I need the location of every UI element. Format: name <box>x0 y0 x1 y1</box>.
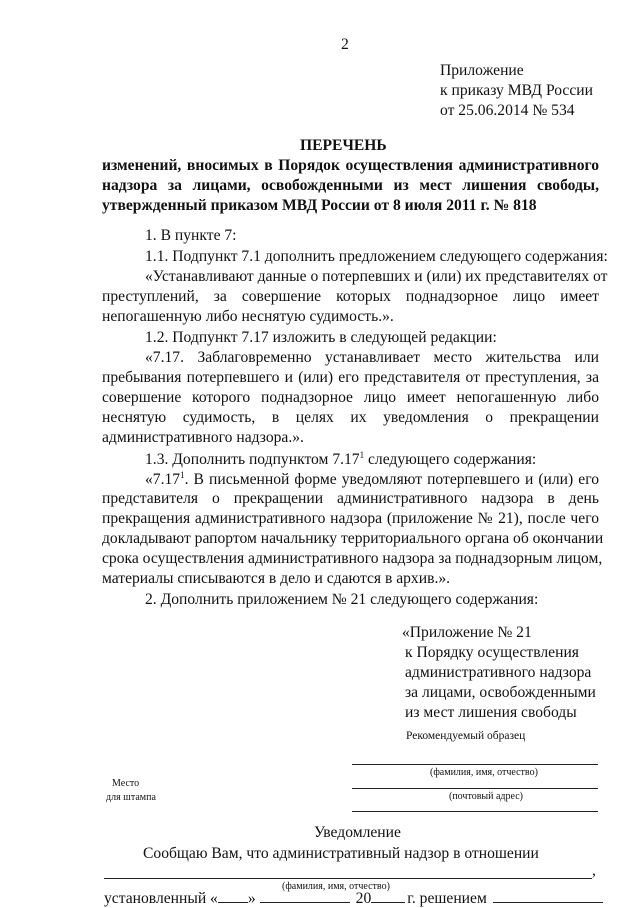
recipient-name-line <box>352 764 598 765</box>
subject-name-comma: , <box>592 862 596 879</box>
recipient-name-caption: (фамилия, имя, отчество) <box>430 767 538 778</box>
annex-line-5: из мест лишения свободы <box>405 704 577 721</box>
annex-line-3: административного надзора <box>405 664 592 681</box>
quote-3-line-2: представителя о прекращении административного надзора в день <box>102 490 599 507</box>
quote-3-superscript: 1 <box>180 470 185 480</box>
appendix-line-3: от 25.06.2014 № 534 <box>440 102 575 119</box>
quote-3-line-5: срока осуществления административного надзора за поднадзорным лицом, <box>102 550 603 567</box>
quote-3-line-3: прекращения административного надзора (приложение № 21), после чего <box>102 510 599 527</box>
established-label: установленный « <box>104 890 218 907</box>
annex-line-4: за лицами, освобожденными <box>405 684 596 701</box>
paragraph-1-3-superscript: 1 <box>359 450 365 460</box>
quote-2-line-3: совершение которого поднадзорное лицо имеет непогашенную либо <box>102 389 599 406</box>
day-blank <box>218 888 248 903</box>
subtitle-line-2: надзора за лицами, освобожденными из мест лишения свободы, <box>102 177 599 194</box>
quote-close: » <box>247 890 256 907</box>
page-number: 2 <box>341 36 349 53</box>
subtitle-line-1: изменений, вносимых в Порядок осуществления административного <box>102 157 599 174</box>
paragraph-1-3 <box>145 450 536 469</box>
quote-2-line-5: административного надзора.». <box>102 429 304 446</box>
stamp-place-line-2: для штампа <box>106 792 156 803</box>
document-title: ПЕРЕЧЕНЬ <box>300 137 387 154</box>
notice-text: Сообщаю Вам, что административный надзор в отношении <box>143 845 539 862</box>
paragraph-1: 1. В пункте 7: <box>145 227 237 244</box>
quote-2-line-2: пребывания потерпевшего и (или) его представителя от преступления, за <box>102 369 599 386</box>
quote-2-line-1: «7.17. Заблаговременно устанавливает место жительства или <box>145 349 599 366</box>
year-suffix: г. решением <box>407 890 487 907</box>
quote-3-after: . В письменной форме уведомляют потерпевшего и (или) его <box>184 471 599 489</box>
paragraph-2: 2. Дополнить приложением № 21 следующего содержания: <box>145 591 539 608</box>
stamp-place-line-1: Место <box>112 778 140 789</box>
quote-3-line-6: материалы списываются в дело и сдаются в архив.». <box>102 570 451 587</box>
decision-blank <box>493 888 603 903</box>
quote-3-before: «7.17 <box>145 471 181 489</box>
quote-3-line-4: докладывают рапортом начальнику территориального органа об окончании <box>102 530 604 547</box>
quote-1-line-3: непогашенную либо неснятую судимость.». <box>102 308 394 325</box>
paragraph-1-3-after: следующего содержания: <box>364 451 537 469</box>
quote-2-line-4: неснятую судимость, в целях их уведомления о прекращении <box>102 409 599 426</box>
paragraph-1-3-before: 1.3. Дополнить подпунктом 7.17 <box>145 451 360 469</box>
recommended-sample-label: Рекомендуемый образец <box>406 730 526 742</box>
established-line <box>104 888 603 908</box>
paragraph-1-1: 1.1. Подпункт 7.1 дополнить предложением следующего содержания: <box>145 248 608 265</box>
postal-address-line <box>352 788 598 789</box>
appendix-line-2: к приказу МВД России <box>440 82 593 99</box>
annex-line-1: «Приложение № 21 <box>402 624 532 641</box>
notice-title: Уведомление <box>314 824 401 841</box>
year-prefix: 20 <box>355 890 372 907</box>
quote-3-line-1 <box>145 470 599 489</box>
quote-1-line-2: преступлений, за совершение которых поднадзорное лицо имеет <box>102 288 599 305</box>
postal-address-line-2 <box>352 811 598 812</box>
subject-name-line <box>104 878 592 879</box>
quote-1-line-1: «Устанавливают данные о потерпевших и (или) их представителях от <box>145 268 608 285</box>
appendix-line-1: Приложение <box>440 62 524 79</box>
annex-line-2: к Порядку осуществления <box>405 644 579 661</box>
year-blank <box>371 888 405 903</box>
subject-name-caption: (фамилия, имя, отчество) <box>282 881 390 892</box>
month-blank <box>260 888 350 903</box>
subtitle-line-3: утвержденный приказом МВД России от 8 июля 2011 г. № 818 <box>102 197 537 214</box>
paragraph-1-2: 1.2. Подпункт 7.17 изложить в следующей редакции: <box>145 329 497 346</box>
postal-address-caption: (почтовый адрес) <box>449 791 523 802</box>
